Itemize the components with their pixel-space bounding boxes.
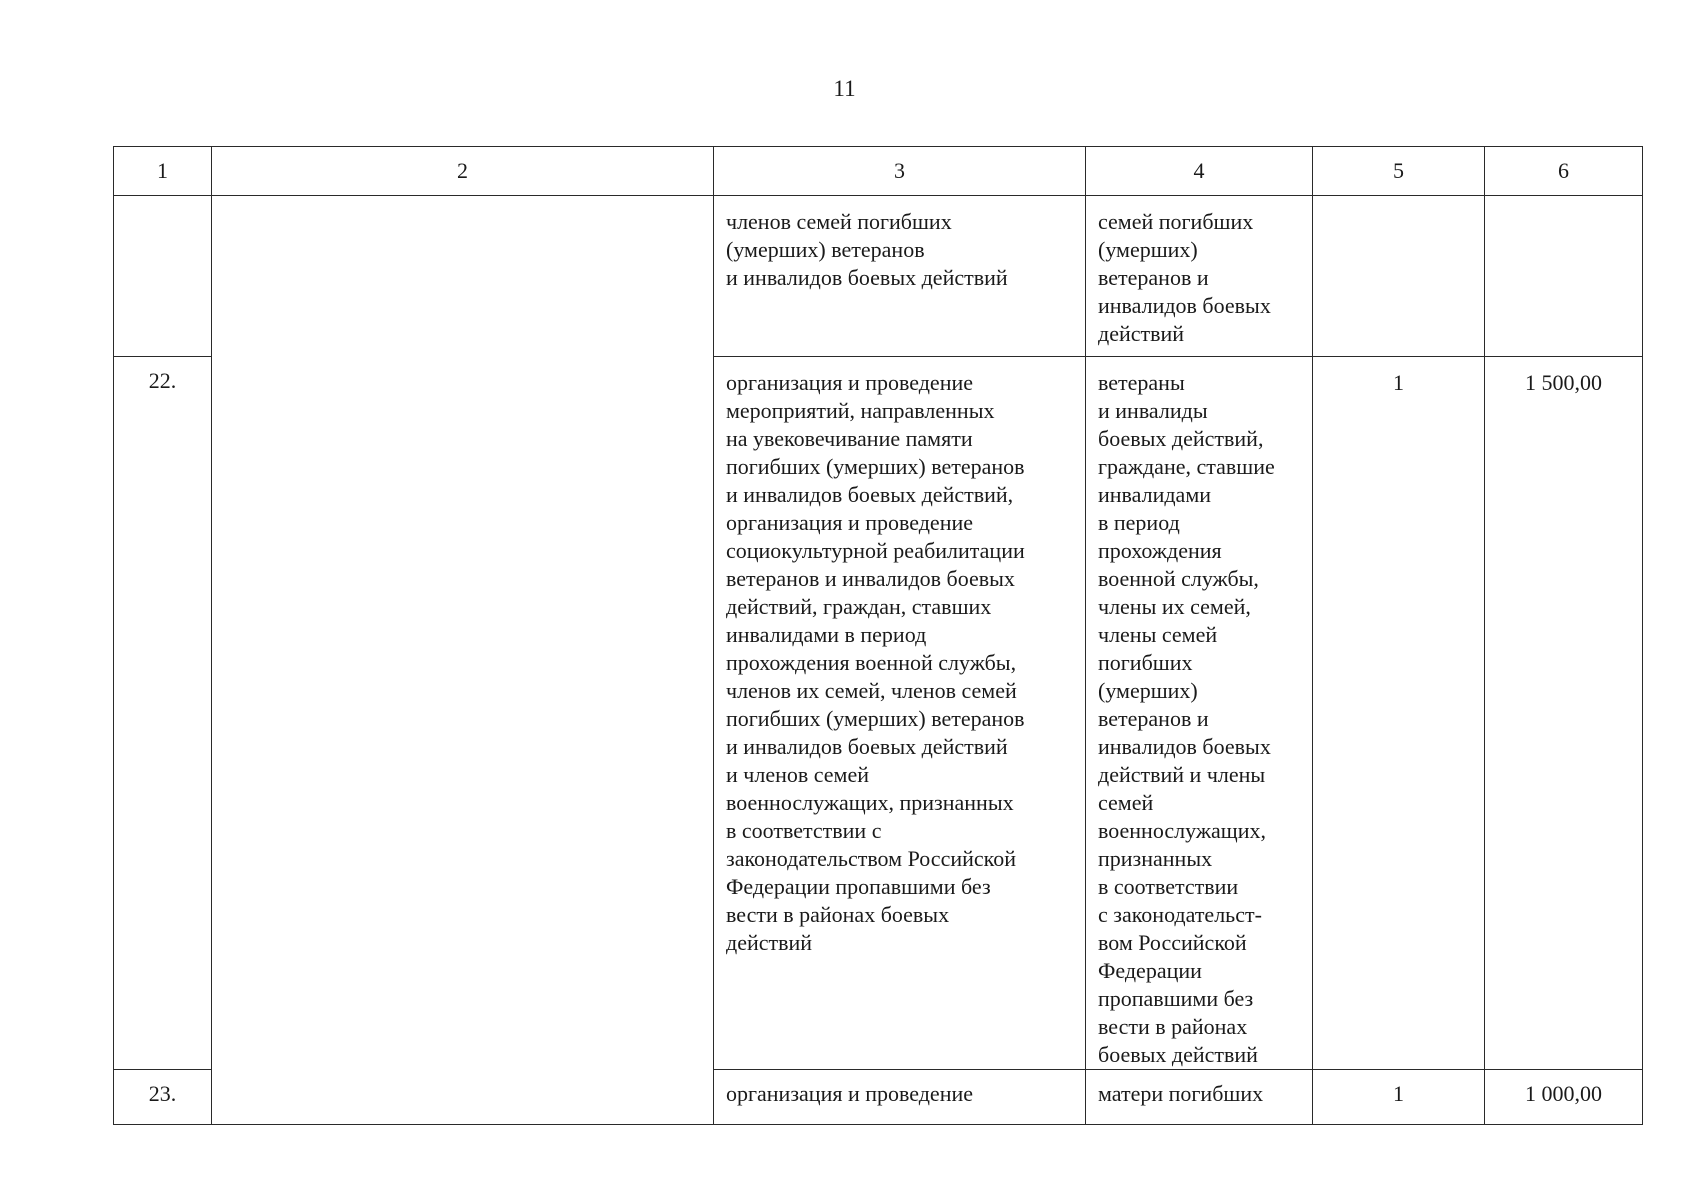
header-col-1: 1: [114, 147, 212, 196]
header-col-4: 4: [1086, 147, 1313, 196]
activity-cell: членов семей погибших (умерших) ветеранов и инвалидов боевых действий: [714, 196, 1086, 357]
page-number: 11: [833, 76, 856, 101]
table-row: [114, 196, 1643, 357]
recipients-cell: матери погибших: [1086, 1070, 1313, 1125]
activity-cell: организация и проведение мероприятий, направленных на увековечивание памяти погибших (умерших) ветеранов и инвалидов боевых действий, организация и проведение социокультурной реабилитации ветеранов и инвалидов боевых действий, граждан, ставших инвалидами в период прохождения военной службы, членов их семей, членов семей погибших (умерших) ветеранов и инвалидов боевых действий и членов семей военнослужащих, признанных в соответствии с законодательством Российской Федерации пропавшими без вести в районах боевых действий: [714, 357, 1086, 1070]
document-table: [113, 146, 1643, 1125]
activity-cell: организация и проведение: [714, 1070, 1086, 1125]
amount-cell: 1 500,00: [1485, 357, 1643, 1070]
quantity-cell: 1: [1313, 1070, 1485, 1125]
amount-cell: 1 000,00: [1485, 1070, 1643, 1125]
table-header-row: [114, 147, 1643, 196]
row-number-cell: 22.: [114, 357, 212, 1070]
name-cell: [212, 196, 714, 1125]
row-number-cell: 23.: [114, 1070, 212, 1125]
header-col-6: 6: [1485, 147, 1643, 196]
header-col-2: 2: [212, 147, 714, 196]
header-col-5: 5: [1313, 147, 1485, 196]
recipients-cell: семей погибших (умерших) ветеранов и инвалидов боевых действий: [1086, 196, 1313, 357]
amount-cell: [1485, 196, 1643, 357]
row-number-cell: [114, 196, 212, 357]
header-col-3: 3: [714, 147, 1086, 196]
recipients-cell: ветераны и инвалиды боевых действий, граждане, ставшие инвалидами в период прохождения военной службы, члены их семей, члены семей погибших (умерших) ветеранов и инвалидов боевых действий и члены семей военнослужащих, признанных в соответствии с законодательст- вом Российской Федерации пропавшими без вести в районах боевых действий: [1086, 357, 1313, 1070]
quantity-cell: 1: [1313, 357, 1485, 1070]
quantity-cell: [1313, 196, 1485, 357]
